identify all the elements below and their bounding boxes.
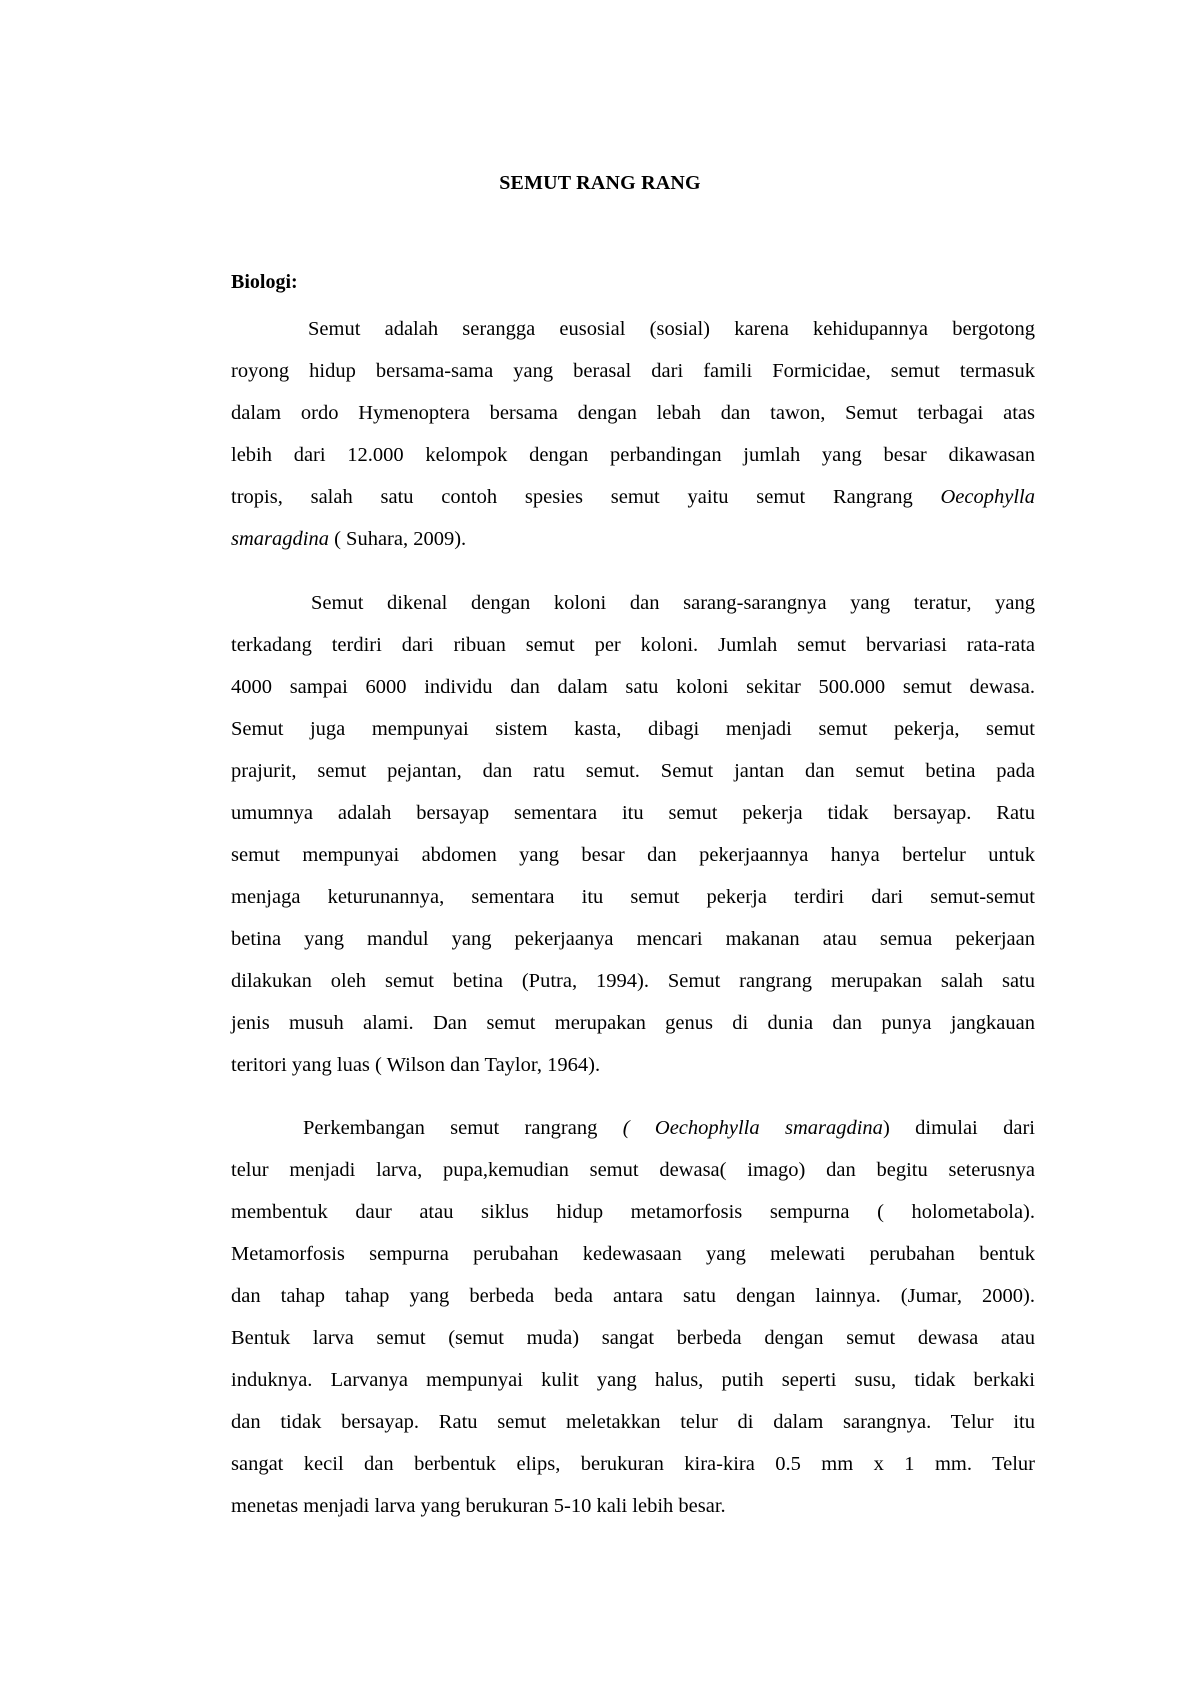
paragraph-line: 4000 sampai 6000 individu dan dalam satu koloni sekitar 500.000 semut dewasa. [231,676,1035,698]
paragraph-line: dalam ordo Hymenoptera bersama dengan lebah dan tawon, Semut terbagai atas [231,402,1035,424]
paragraph-1 [231,308,1035,560]
paragraph-line: Bentuk larva semut (semut muda) sangat berbeda dengan semut dewasa atau [231,1327,1035,1349]
species-name-italic: smaragdina [231,528,329,550]
species-name-italic: ( Oechophylla smaragdina [622,1117,883,1139]
paragraph-line: dan tidak bersayap. Ratu semut meletakkan telur di dalam sarangnya. Telur itu [231,1411,1035,1433]
paragraph-line: Perkembangan semut rangrang ( Oechophylla smaragdina) dimulai dari [303,1117,1035,1139]
paragraph-line: telur menjadi larva, pupa,kemudian semut dewasa( imago) dan begitu seterusnya [231,1159,1035,1181]
paragraph-line: dan tahap tahap yang berbeda beda antara satu dengan lainnya. (Jumar, 2000). [231,1285,1035,1307]
section-heading-biologi: Biologi: [231,271,298,293]
paragraph-line: membentuk daur atau siklus hidup metamorfosis sempurna ( holometabola). [231,1201,1035,1223]
paragraph-line: menetas menjadi larva yang berukuran 5-10 kali lebih besar. [231,1495,726,1517]
paragraph-line: tropis, salah satu contoh spesies semut yaitu semut Rangrang Oecophylla [231,486,1035,508]
paragraph-line: lebih dari 12.000 kelompok dengan perbandingan jumlah yang besar dikawasan [231,444,1035,466]
paragraph-line: royong hidup bersama-sama yang berasal dari famili Formicidae, semut termasuk [231,360,1035,382]
paragraph-line: teritori yang luas ( Wilson dan Taylor, 1964). [231,1054,601,1076]
paragraph-line: prajurit, semut pejantan, dan ratu semut. Semut jantan dan semut betina pada [231,760,1035,782]
paragraph-line: Metamorfosis sempurna perubahan kedewasaan yang melewati perubahan bentuk [231,1243,1035,1265]
paragraph-2 [231,582,1035,1086]
paragraph-line: umumnya adalah bersayap sementara itu semut pekerja tidak bersayap. Ratu [231,802,1035,824]
paragraph-line: induknya. Larvanya mempunyai kulit yang halus, putih seperti susu, tidak berkaki [231,1369,1035,1391]
paragraph-line: menjaga keturunannya, sementara itu semut pekerja terdiri dari semut-semut [231,886,1035,908]
paragraph-line: dilakukan oleh semut betina (Putra, 1994). Semut rangrang merupakan salah satu [231,970,1035,992]
paragraph-line: Semut juga mempunyai sistem kasta, dibagi menjadi semut pekerja, semut [231,718,1035,740]
paragraph-line: semut mempunyai abdomen yang besar dan pekerjaannya hanya bertelur untuk [231,844,1035,866]
paragraph-line: betina yang mandul yang pekerjaanya mencari makanan atau semua pekerjaan [231,928,1035,950]
paragraph-line: jenis musuh alami. Dan semut merupakan genus di dunia dan punya jangkauan [231,1012,1035,1034]
paragraph-line: smaragdina ( Suhara, 2009). [231,528,467,550]
paragraph-line: terkadang terdiri dari ribuan semut per koloni. Jumlah semut bervariasi rata-rata [231,634,1035,656]
paragraph-line: sangat kecil dan berbentuk elips, berukuran kira-kira 0.5 mm x 1 mm. Telur [231,1453,1035,1475]
document-title: SEMUT RANG RANG [499,172,701,194]
paragraph-line: Semut adalah serangga eusosial (sosial) karena kehidupannya bergotong [308,318,1035,340]
species-name-italic: Oecophylla [940,486,1035,508]
paragraph-3 [231,1107,1035,1527]
paragraph-line: Semut dikenal dengan koloni dan sarang-sarangnya yang teratur, yang [311,592,1035,614]
